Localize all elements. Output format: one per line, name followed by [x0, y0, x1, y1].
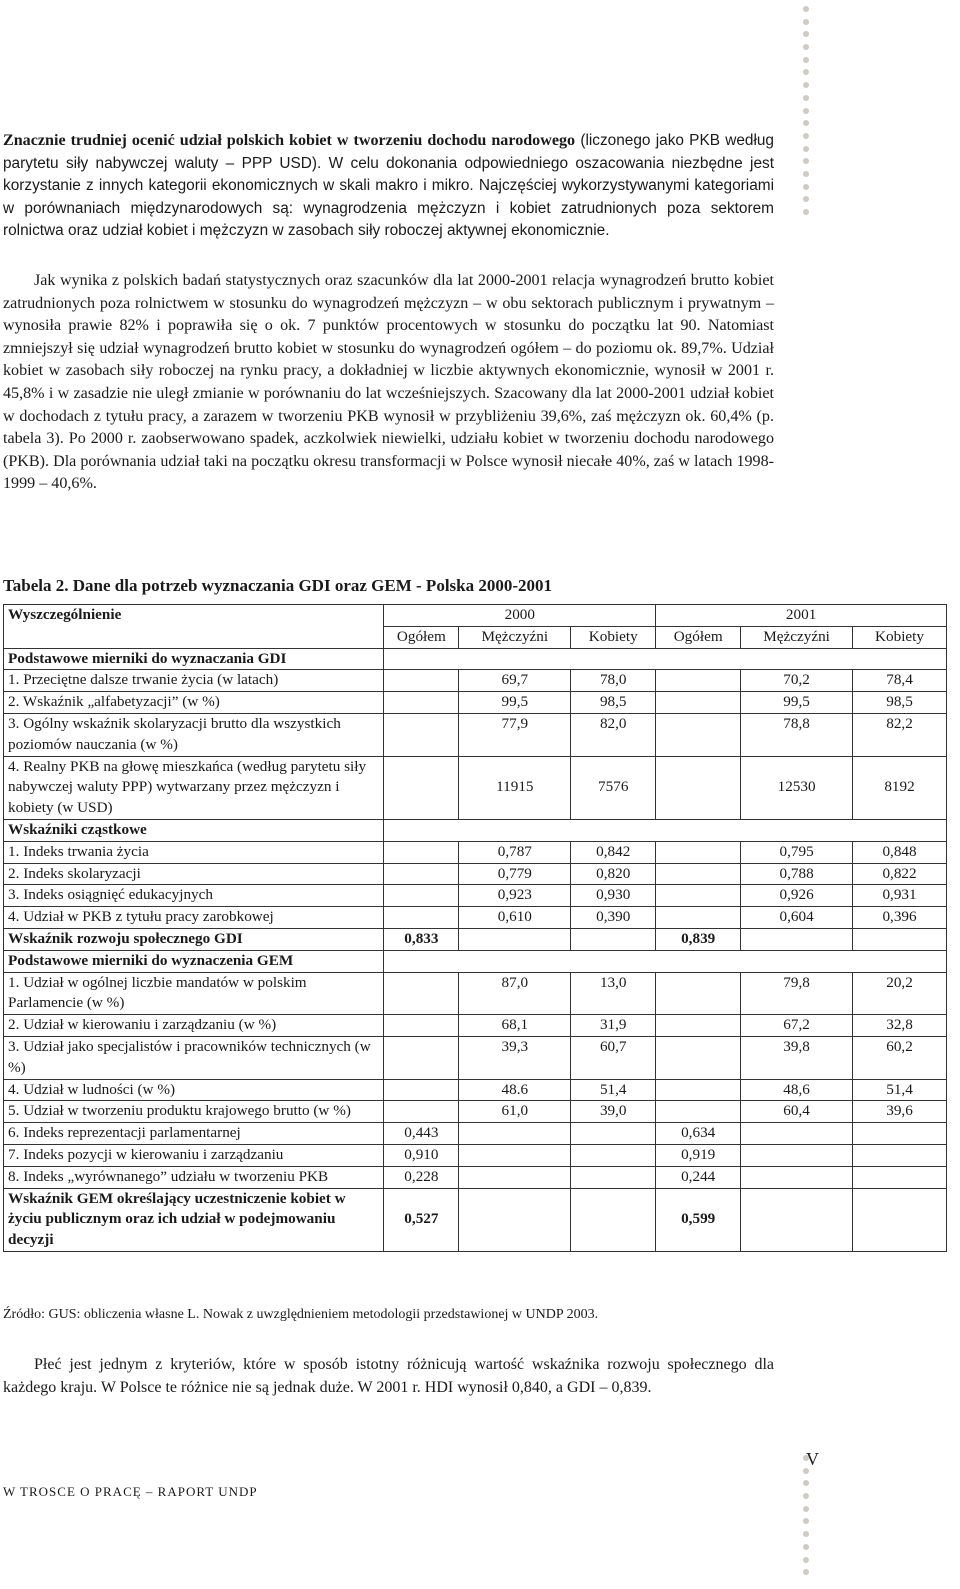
paragraph-2 — [3, 270, 774, 496]
dot — [803, 31, 809, 37]
subheader-cell: Mężczyźni — [741, 626, 853, 648]
row-value: 48,6 — [741, 1079, 853, 1101]
row-label: Podstawowe mierniki do wyznaczenia GEM — [4, 950, 384, 972]
row-value: 0,390 — [571, 907, 656, 929]
row-value — [853, 928, 947, 950]
row-value: 99,5 — [459, 692, 571, 714]
row-value — [571, 1188, 656, 1251]
row-value — [384, 1101, 459, 1123]
dot — [803, 57, 809, 63]
dot — [803, 146, 809, 152]
row-value: 7576 — [571, 756, 656, 819]
row-value: 31,9 — [571, 1015, 656, 1037]
row-value: 0,228 — [384, 1166, 459, 1188]
row-value: 0,839 — [656, 928, 741, 950]
row-value: 51,4 — [853, 1079, 947, 1101]
paragraph-3 — [3, 1354, 774, 1399]
dot — [803, 196, 809, 202]
decorative-dots-bottom — [800, 1455, 812, 1582]
table-row — [4, 972, 947, 1015]
row-value: 0,788 — [741, 863, 853, 885]
table-row — [4, 1123, 947, 1145]
section-filler — [384, 648, 947, 670]
dot — [803, 1506, 809, 1512]
row-value — [656, 972, 741, 1015]
row-label: 2. Wskaźnik „alfabetyzacji” (w %) — [4, 692, 384, 714]
row-value — [741, 1188, 853, 1251]
row-value — [656, 907, 741, 929]
row-value: 67,2 — [741, 1015, 853, 1037]
row-value: 0,923 — [459, 885, 571, 907]
row-value: 39,0 — [571, 1101, 656, 1123]
row-label: Wskaźnik rozwoju społecznego GDI — [4, 928, 384, 950]
paragraph-1-lead: Znacznie trudniej ocenić udział polskich kobiet w tworzeniu dochodu narodowego — [3, 132, 576, 149]
row-value: 0,787 — [459, 841, 571, 863]
row-value: 78,8 — [741, 713, 853, 756]
table-row — [4, 713, 947, 756]
row-value — [459, 1166, 571, 1188]
row-label: 3. Udział jako specjalistów i pracowników technicznych (w %) — [4, 1036, 384, 1079]
row-value: 99,5 — [741, 692, 853, 714]
row-value: 0,910 — [384, 1144, 459, 1166]
table-row — [4, 1015, 947, 1037]
row-value: 79,8 — [741, 972, 853, 1015]
row-value — [571, 1123, 656, 1145]
table-section-row — [4, 819, 947, 841]
section-filler — [384, 950, 947, 972]
table-row — [4, 885, 947, 907]
row-value: 60,7 — [571, 1036, 656, 1079]
paragraph-3-text: Płeć jest jednym z kryteriów, które w sposób istotny różnicują wartość wskaźnika rozwoju społecznego dla każdego kraju. W Polsce te różnice nie są jednak duże. W 2001 r. HDI wynosił 0,840, a GDI – 0,839. — [3, 1356, 774, 1396]
row-value: 8192 — [853, 756, 947, 819]
row-value — [853, 1166, 947, 1188]
row-value: 0,599 — [656, 1188, 741, 1251]
dot — [803, 209, 809, 215]
row-value: 0,848 — [853, 841, 947, 863]
row-value: 11915 — [459, 756, 571, 819]
row-value: 0,527 — [384, 1188, 459, 1251]
row-value — [656, 692, 741, 714]
row-value — [853, 1188, 947, 1251]
row-value: 61,0 — [459, 1101, 571, 1123]
row-value: 0,926 — [741, 885, 853, 907]
section-filler — [384, 819, 947, 841]
row-value: 0,779 — [459, 863, 571, 885]
row-value: 77,9 — [459, 713, 571, 756]
row-value — [571, 928, 656, 950]
row-value — [384, 1079, 459, 1101]
row-value — [459, 1144, 571, 1166]
row-label: 1. Przeciętne dalsze trwanie życia (w latach) — [4, 670, 384, 692]
row-label: 1. Udział w ogólnej liczbie mandatów w polskim Parlamencie (w %) — [4, 972, 384, 1015]
row-value — [656, 1015, 741, 1037]
paragraph-2-text: Jak wynika z polskich badań statystycznych oraz szacunków dla lat 2000-2001 relacja wynagrodzeń brutto kobiet zatrudnionych poza rolnictwem w stosunku do wynagrodzeń mężczyzn – w obu sektorach publicznym i prywatnym – wynosiła prawie 82% i poprawiła się o ok. 7 punktów procentowych w stosunku do początku lat 90. Natomiast zmniejszył się udział wynagrodzeń brutto kobiet w stosunku do wynagrodzeń ogółem – do poziomu ok. 89,7%. Udział kobiet w zasobach siły roboczej na rynku pracy, a dokładniej w liczbie aktywnych ekonomicznie, wynosił w 2001 r. 45,8% i w zasadzie nie uległ zmianie w porównaniu do lat wcześniejszych. Szacowany dla lat 2000-2001 udział kobiet w dochodach z tytułu pracy, a zarazem w tworzeniu PKB wynosił w przybliżeniu 39,6%, zaś mężczyzn ok. 60,4% (p. tabela 3). Po 2000 r. zaobserwowano spadek, aczkolwiek niewielki, udziału kobiet w tworzeniu dochodu narodowego (PKB). Dla porównania udział taki na początku okresu transformacji w Polsce wynosił niecałe 40%, zaś w latach 1998-1999 – 40,6%. — [3, 272, 774, 493]
dot — [803, 133, 809, 139]
subheader-cell: Ogółem — [384, 626, 459, 648]
paragraph-1-text: (liczonego jako PKB według parytetu siły nabywczej waluty – PPP USD). W celu dokonania odpowiedniego oszacowania niezbędne jest korzystanie z innych kategorii ekonomicznych w skali makro i mikro. Najczęściej wykorzystywanymi kategoriami w porównaniach międzynarodowych są: wynagrodzenia mężczyzn i kobiet zatrudnionych poza sektorem rolnictwa oraz udział kobiet i mężczyzn w zasobach siły roboczej aktywnej ekonomicznie. — [3, 132, 774, 240]
row-value: 82,2 — [853, 713, 947, 756]
row-value: 12530 — [741, 756, 853, 819]
row-label: 4. Udział w ludności (w %) — [4, 1079, 384, 1101]
table-row — [4, 1144, 947, 1166]
row-value: 82,0 — [571, 713, 656, 756]
row-label: 3. Indeks osiągnięć edukacyjnych — [4, 885, 384, 907]
row-value — [384, 713, 459, 756]
dot — [803, 171, 809, 177]
header-year-2001: 2001 — [656, 605, 947, 627]
row-value — [656, 841, 741, 863]
row-value — [384, 1036, 459, 1079]
row-value: 0,396 — [853, 907, 947, 929]
table-row — [4, 1101, 947, 1123]
row-label: 1. Indeks trwania życia — [4, 841, 384, 863]
dot — [803, 19, 809, 25]
header-label: Wyszczególnienie — [4, 605, 384, 649]
row-label: Wskaźniki cząstkowe — [4, 819, 384, 841]
table-section-row — [4, 648, 947, 670]
row-label: 5. Udział w tworzeniu produktu krajowego brutto (w %) — [4, 1101, 384, 1123]
row-value — [384, 692, 459, 714]
row-label: 8. Indeks „wyrównanego” udziału w tworzeniu PKB — [4, 1166, 384, 1188]
row-value: 78,0 — [571, 670, 656, 692]
row-value: 32,8 — [853, 1015, 947, 1037]
dot — [803, 158, 809, 164]
row-value: 0,820 — [571, 863, 656, 885]
paragraph-1 — [3, 130, 774, 243]
row-value: 70,2 — [741, 670, 853, 692]
row-label: Wskaźnik GEM określający uczestniczenie kobiet w życiu publicznym oraz ich udział w podejmowaniu decyzji — [4, 1188, 384, 1251]
subheader-cell: Ogółem — [656, 626, 741, 648]
dot — [803, 1569, 809, 1575]
table-row — [4, 928, 947, 950]
page-number: V — [806, 1449, 819, 1469]
row-value: 60,2 — [853, 1036, 947, 1079]
dot — [803, 120, 809, 126]
row-value: 39,3 — [459, 1036, 571, 1079]
row-value — [384, 885, 459, 907]
row-value — [459, 928, 571, 950]
row-value: 0,822 — [853, 863, 947, 885]
data-table — [3, 604, 947, 1252]
row-label: Podstawowe mierniki do wyznaczania GDI — [4, 648, 384, 670]
row-label: 3. Ogólny wskaźnik skolaryzacji brutto dla wszystkich poziomów nauczania (w %) — [4, 713, 384, 756]
row-label: 6. Indeks reprezentacji parlamentarnej — [4, 1123, 384, 1145]
row-label: 2. Udział w kierowaniu i zarządzaniu (w %) — [4, 1015, 384, 1037]
row-value — [741, 1166, 853, 1188]
table-row — [4, 1188, 947, 1251]
page-footer: W TROSCE O PRACĘ – RAPORT UNDP — [3, 1484, 258, 1499]
dot — [803, 1493, 809, 1499]
table-row — [4, 1079, 947, 1101]
row-value: 0,604 — [741, 907, 853, 929]
row-value: 20,2 — [853, 972, 947, 1015]
dot — [803, 82, 809, 88]
table-title: Tabela 2. Dane dla potrzeb wyznaczania GDI oraz GEM - Polska 2000-2001 — [3, 576, 553, 595]
table-row — [4, 863, 947, 885]
table-section-row — [4, 950, 947, 972]
row-value: 69,7 — [459, 670, 571, 692]
table-row — [4, 907, 947, 929]
row-value — [571, 1166, 656, 1188]
row-value: 60,4 — [741, 1101, 853, 1123]
row-value: 0,930 — [571, 885, 656, 907]
subheader-cell: Mężczyźni — [459, 626, 571, 648]
row-value — [656, 1079, 741, 1101]
header-year-2000: 2000 — [384, 605, 656, 627]
row-value — [741, 1123, 853, 1145]
table-row — [4, 692, 947, 714]
row-value: 87,0 — [459, 972, 571, 1015]
row-value: 78,4 — [853, 670, 947, 692]
row-value: 0,842 — [571, 841, 656, 863]
row-value — [656, 1036, 741, 1079]
row-value — [656, 863, 741, 885]
row-value — [741, 928, 853, 950]
row-value — [656, 670, 741, 692]
row-label: 4. Realny PKB na głowę mieszkańca (według parytetu siły nabywczej waluty PPP) wytwarzany przez mężczyzn i kobiety (w USD) — [4, 756, 384, 819]
decorative-dots-top — [800, 6, 812, 222]
row-value: 0,919 — [656, 1144, 741, 1166]
row-value: 13,0 — [571, 972, 656, 1015]
row-value: 68,1 — [459, 1015, 571, 1037]
row-value: 98,5 — [853, 692, 947, 714]
subheader-cell: Kobiety — [853, 626, 947, 648]
row-value — [384, 841, 459, 863]
row-value — [656, 713, 741, 756]
dot — [803, 1518, 809, 1524]
table-row — [4, 1166, 947, 1188]
table-row — [4, 756, 947, 819]
row-label: 2. Indeks skolaryzacji — [4, 863, 384, 885]
row-value — [853, 1123, 947, 1145]
row-value: 0,244 — [656, 1166, 741, 1188]
row-value: 39,6 — [853, 1101, 947, 1123]
row-value — [459, 1123, 571, 1145]
row-value — [384, 756, 459, 819]
dot — [803, 44, 809, 50]
dot — [803, 184, 809, 190]
row-value — [741, 1144, 853, 1166]
row-value: 51,4 — [571, 1079, 656, 1101]
row-value — [459, 1188, 571, 1251]
table-row — [4, 670, 947, 692]
row-value — [853, 1144, 947, 1166]
row-label: 7. Indeks pozycji w kierowaniu i zarządzaniu — [4, 1144, 384, 1166]
row-value — [384, 972, 459, 1015]
row-value — [384, 907, 459, 929]
dot — [803, 1557, 809, 1563]
dot — [803, 6, 809, 12]
row-label: 4. Udział w PKB z tytułu pracy zarobkowej — [4, 907, 384, 929]
subheader-cell: Kobiety — [571, 626, 656, 648]
table-source-note: Źródło: GUS: obliczenia własne L. Nowak z uwzględnieniem metodologii przedstawionej w UNDP 2003. — [3, 1307, 599, 1322]
row-value: 0,610 — [459, 907, 571, 929]
dot — [803, 1480, 809, 1486]
row-value: 39,8 — [741, 1036, 853, 1079]
dot — [803, 69, 809, 75]
dot — [803, 95, 809, 101]
table-row — [4, 841, 947, 863]
row-value — [656, 885, 741, 907]
table-row — [4, 1036, 947, 1079]
row-value: 0,795 — [741, 841, 853, 863]
row-value — [384, 1015, 459, 1037]
row-value — [656, 1101, 741, 1123]
row-value — [384, 670, 459, 692]
row-value — [571, 1144, 656, 1166]
dot — [803, 108, 809, 114]
row-value: 48.6 — [459, 1079, 571, 1101]
row-value: 0,634 — [656, 1123, 741, 1145]
row-value: 0,833 — [384, 928, 459, 950]
row-value: 0,931 — [853, 885, 947, 907]
row-value: 98,5 — [571, 692, 656, 714]
dot — [803, 1531, 809, 1537]
row-value — [656, 756, 741, 819]
row-value: 0,443 — [384, 1123, 459, 1145]
row-value — [384, 863, 459, 885]
dot — [803, 1544, 809, 1550]
table-header-row — [4, 605, 947, 627]
